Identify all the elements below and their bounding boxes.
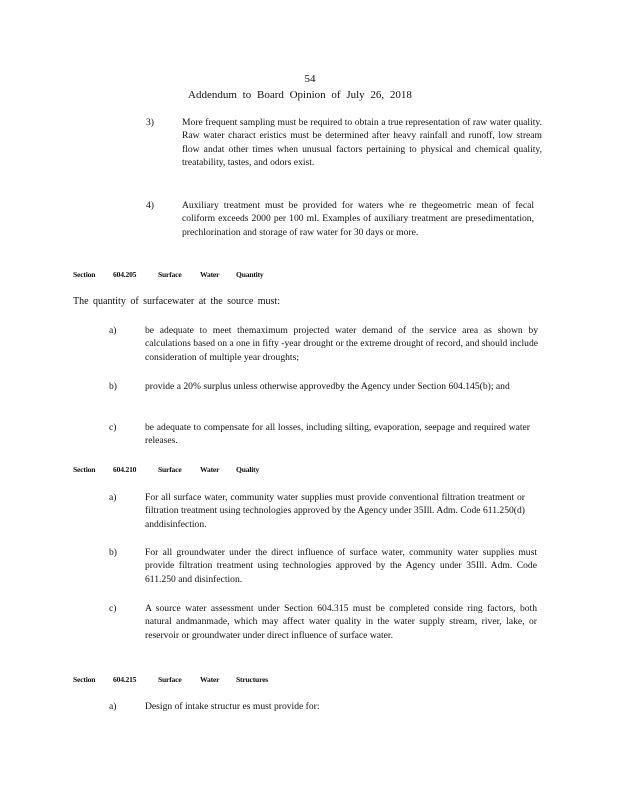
list-marker: b) bbox=[109, 381, 117, 392]
list-item-text: be adequate to meet themaximum projected water demand of the service area as shown by calculations based on a one in fifty -year drought or the extreme drought of record, and should include consideration of multiple year droughts; bbox=[145, 325, 538, 363]
section-title-word: Water bbox=[200, 675, 220, 684]
section-number: 604.205 bbox=[113, 270, 137, 279]
list-marker: b) bbox=[109, 547, 117, 558]
list-item-text: For all groundwater under the direct influence of surface water, community water supplies must provide filtration treatment using technologies approved by the Agency under 35Ill. Adm. Code 611.250 and disinfection. bbox=[145, 547, 537, 585]
section-number: 604.210 bbox=[113, 465, 137, 474]
section-heading bbox=[73, 465, 259, 474]
section-title-word: Quality bbox=[236, 465, 260, 474]
list-item-text: Auxiliary treatment must be provided for waters whe re thegeometric mean of fecal coliform exceeds 2000 per 100 ml. Examples of auxiliary treatment are presedimentation, prechlorination and storage of raw water for 30 days or more. bbox=[182, 200, 534, 238]
section-title-word: Quantity bbox=[236, 270, 264, 279]
list-marker: c) bbox=[109, 422, 117, 433]
list-item-text: A source water assessment under Section 604.315 must be completed conside ring factors, both natural andmanmade, which may affect water quality in the water supply stream, river, lake, or reservoir or groundwater under direct influence of surface water. bbox=[145, 603, 537, 641]
section-title-word: Structures bbox=[236, 675, 269, 684]
section-label: Section bbox=[73, 465, 96, 474]
section-intro: The quantity of surfacewater at the source must: bbox=[73, 296, 280, 307]
section-label: Section bbox=[73, 270, 96, 279]
section-title-word: Water bbox=[200, 465, 220, 474]
page-number: 54 bbox=[304, 73, 316, 85]
section-title-word: Surface bbox=[158, 675, 182, 684]
list-marker: 3) bbox=[146, 117, 154, 128]
section-heading bbox=[73, 270, 264, 279]
list-item-text: Design of intake structur es must provide for: bbox=[145, 701, 320, 712]
list-marker: a) bbox=[109, 325, 117, 336]
section-title-word: Water bbox=[200, 270, 220, 279]
section-label: Section bbox=[73, 675, 96, 684]
list-marker: a) bbox=[109, 492, 117, 503]
list-item-text: provide a 20% surplus unless otherwise approvedby the Agency under Section 604.145(b); and bbox=[145, 381, 510, 392]
list-item-text: More frequent sampling must be required to obtain a true representation of raw water quality. Raw water charact eristics must be determined after heavy rainfall and runoff, low stream flow andat other times when unusual factors pertaining to physical and chemical quality, treatability, tastes, and odors exist. bbox=[182, 117, 542, 168]
list-marker: c) bbox=[109, 603, 117, 614]
list-item-text: be adequate to compensate for all losses, including silting, evaporation, seepage and required water releases. bbox=[145, 422, 530, 447]
section-heading bbox=[73, 675, 268, 684]
addendum-title: Addendum to Board Opinion of July 26, 2018 bbox=[188, 89, 412, 101]
list-marker: a) bbox=[109, 701, 117, 712]
section-number: 604.215 bbox=[113, 675, 137, 684]
list-marker: 4) bbox=[146, 200, 154, 211]
section-title-word: Surface bbox=[158, 270, 182, 279]
section-title-word: Surface bbox=[158, 465, 182, 474]
list-item-text: For all surface water, community water supplies must provide conventional filtration treatment or filtration treatment using technologies approved by the Agency under 35Ill. Adm. Code 611.250(d) anddisinfection. bbox=[145, 492, 525, 530]
